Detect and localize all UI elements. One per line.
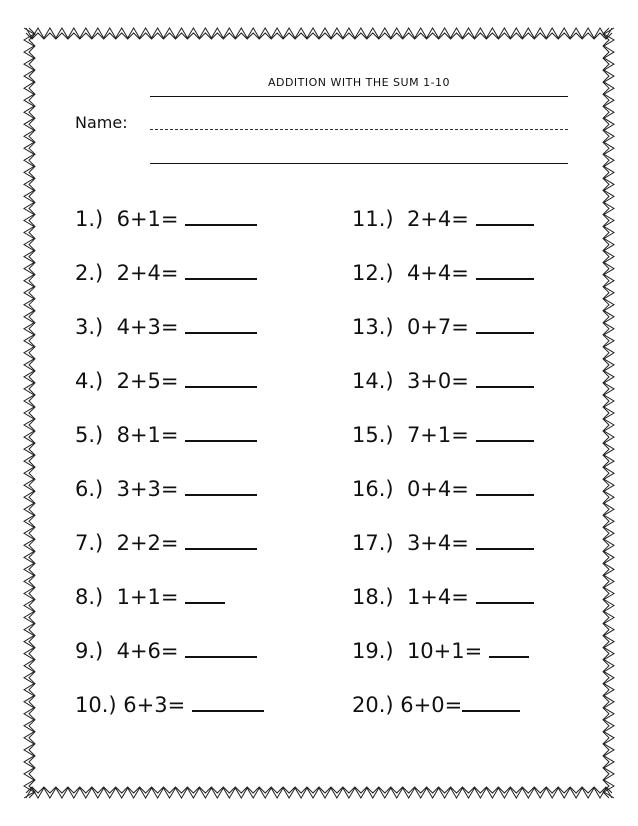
problem-text: 9.) 4+6= bbox=[75, 639, 186, 663]
problem-row bbox=[75, 638, 257, 662]
answer-blank[interactable] bbox=[476, 584, 534, 604]
problem-row bbox=[352, 638, 529, 662]
answer-blank[interactable] bbox=[185, 422, 257, 442]
problem-row bbox=[352, 260, 534, 284]
problem-row bbox=[75, 260, 257, 284]
problem-row bbox=[75, 422, 257, 446]
answer-blank[interactable] bbox=[476, 368, 534, 388]
problem-text: 13.) 0+7= bbox=[352, 315, 476, 339]
problem-text: 20.) 6+0= bbox=[352, 693, 463, 717]
problem-text: 16.) 0+4= bbox=[352, 477, 476, 501]
problem-row bbox=[75, 368, 257, 392]
answer-blank[interactable] bbox=[185, 260, 257, 280]
problem-row bbox=[75, 584, 225, 608]
problem-row bbox=[352, 584, 534, 608]
problem-text: 8.) 1+1= bbox=[75, 585, 186, 609]
problem-text: 12.) 4+4= bbox=[352, 261, 476, 285]
name-label: Name: bbox=[75, 113, 128, 132]
answer-blank[interactable] bbox=[476, 476, 534, 496]
title-underline bbox=[150, 96, 568, 97]
problem-row bbox=[75, 476, 257, 500]
problem-text: 17.) 3+4= bbox=[352, 531, 476, 555]
answer-blank[interactable] bbox=[489, 638, 529, 658]
problem-row bbox=[352, 692, 520, 716]
problem-row bbox=[75, 530, 257, 554]
problem-row bbox=[75, 314, 257, 338]
problem-text: 4.) 2+5= bbox=[75, 369, 186, 393]
answer-blank[interactable] bbox=[185, 206, 257, 226]
problem-text: 7.) 2+2= bbox=[75, 531, 186, 555]
answer-blank[interactable] bbox=[185, 314, 257, 334]
problem-row bbox=[352, 368, 534, 392]
problem-row bbox=[352, 422, 534, 446]
answer-blank[interactable] bbox=[476, 206, 534, 226]
answer-blank[interactable] bbox=[476, 260, 534, 280]
name-field-second-line[interactable] bbox=[150, 163, 568, 164]
answer-blank[interactable] bbox=[476, 314, 534, 334]
answer-blank[interactable] bbox=[185, 638, 257, 658]
problem-text: 18.) 1+4= bbox=[352, 585, 476, 609]
problem-text: 19.) 10+1= bbox=[352, 639, 489, 663]
answer-blank[interactable] bbox=[192, 692, 264, 712]
problem-row bbox=[75, 692, 264, 716]
answer-blank[interactable] bbox=[185, 584, 225, 604]
problem-text: 11.) 2+4= bbox=[352, 207, 476, 231]
worksheet-title: ADDITION WITH THE SUM 1-10 bbox=[267, 76, 451, 89]
problem-text: 14.) 3+0= bbox=[352, 369, 476, 393]
problem-text: 5.) 8+1= bbox=[75, 423, 186, 447]
problem-row bbox=[352, 530, 534, 554]
name-field[interactable] bbox=[150, 129, 568, 130]
problem-row bbox=[75, 206, 257, 230]
problem-row bbox=[352, 314, 534, 338]
problem-text: 15.) 7+1= bbox=[352, 423, 476, 447]
problem-text: 6.) 3+3= bbox=[75, 477, 186, 501]
answer-blank[interactable] bbox=[476, 422, 534, 442]
problem-text: 3.) 4+3= bbox=[75, 315, 186, 339]
problem-text: 10.) 6+3= bbox=[75, 693, 192, 717]
answer-blank[interactable] bbox=[185, 476, 257, 496]
problem-text: 1.) 6+1= bbox=[75, 207, 186, 231]
answer-blank[interactable] bbox=[185, 368, 257, 388]
problem-row bbox=[352, 206, 534, 230]
answer-blank[interactable] bbox=[462, 692, 520, 712]
problem-text: 2.) 2+4= bbox=[75, 261, 186, 285]
answer-blank[interactable] bbox=[185, 530, 257, 550]
problem-row bbox=[352, 476, 534, 500]
answer-blank[interactable] bbox=[476, 530, 534, 550]
